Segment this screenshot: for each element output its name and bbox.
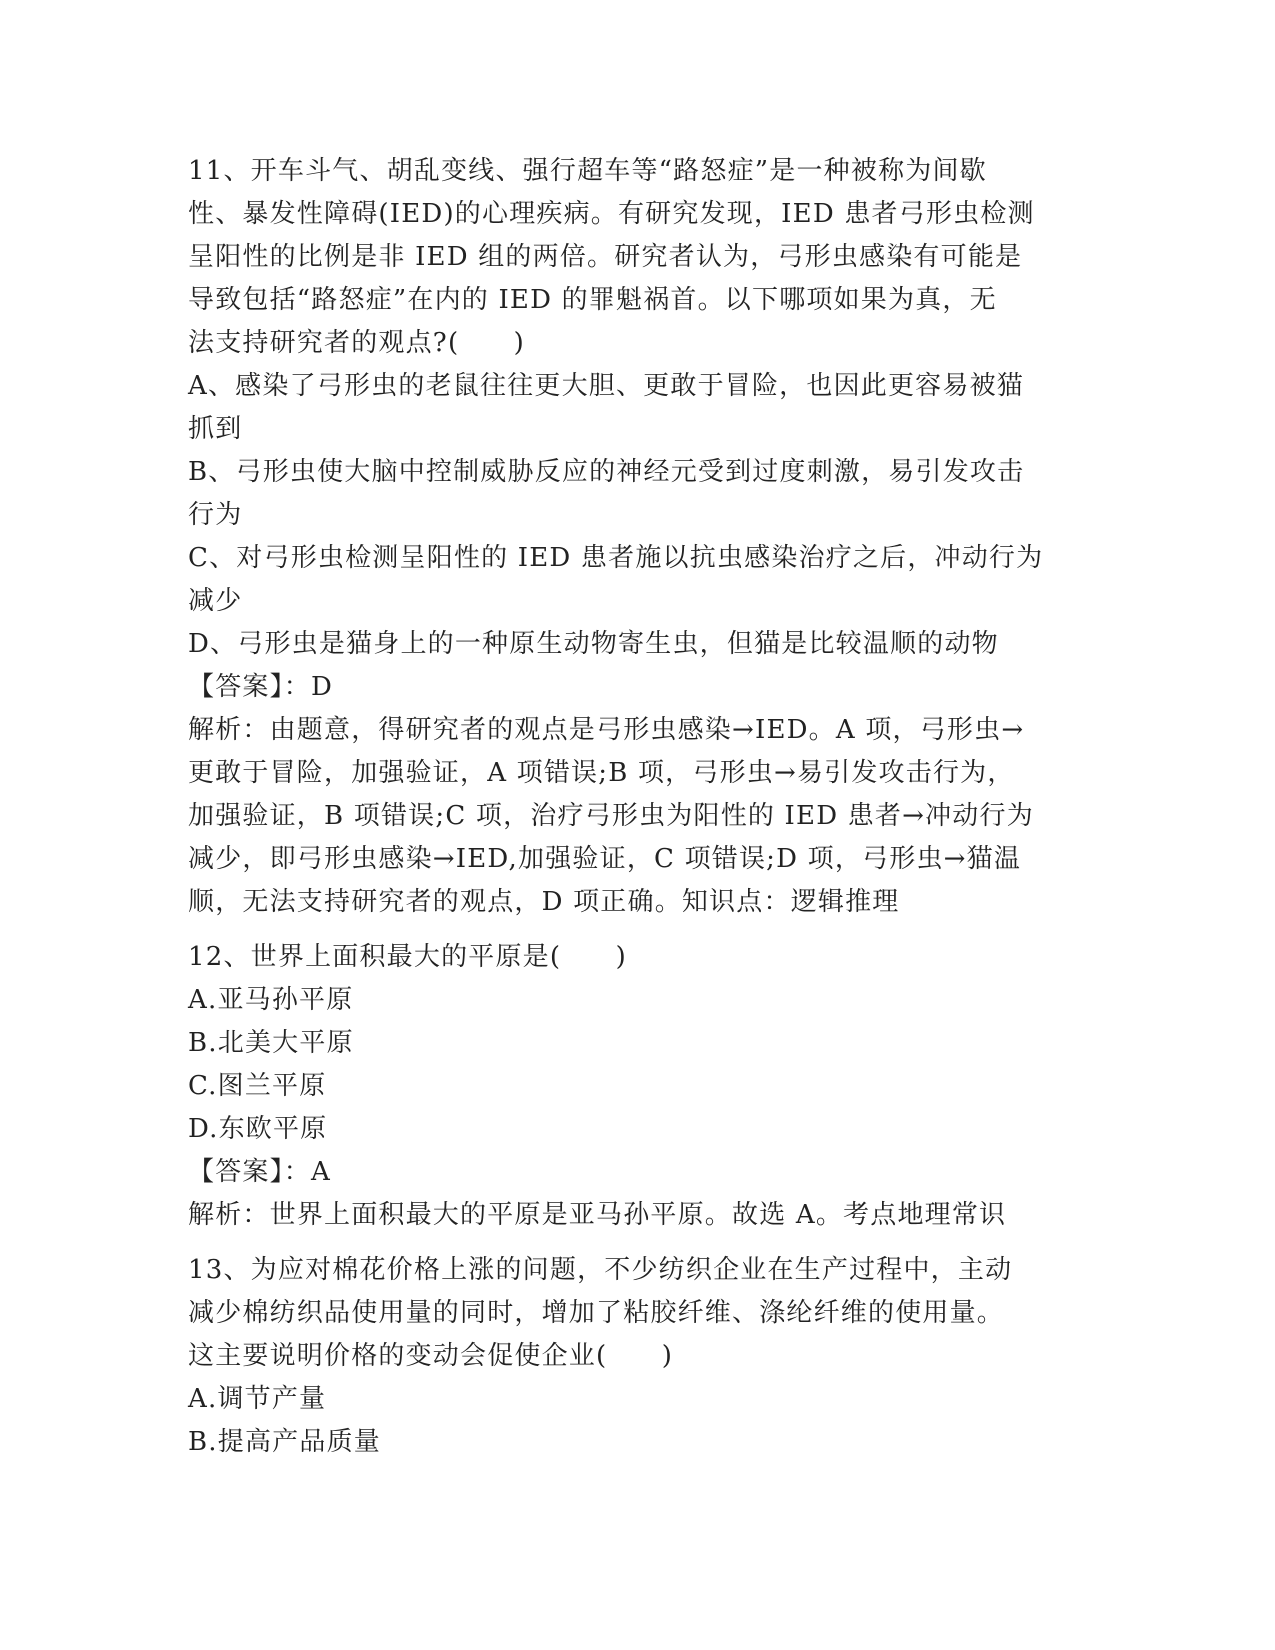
option-a: A.亚马孙平原	[188, 985, 354, 1015]
spacer	[188, 1237, 1088, 1249]
question-stem-line: 导致包括“路怒症”在内的 IED 的罪魁祸首。以下哪项如果为真，无	[188, 285, 997, 315]
question-13	[188, 1249, 1088, 1464]
analysis-line: 解析：世界上面积最大的平原是亚马孙平原。故选 A。考点地理常识	[188, 1200, 1007, 1230]
answer-label: 【答案】：D	[188, 672, 334, 702]
answer-label: 【答案】：A	[188, 1157, 331, 1187]
option-b: B.提高产品质量	[188, 1427, 381, 1457]
question-stem-line: 12、世界上面积最大的平原是( )	[188, 942, 627, 972]
option-d: D.东欧平原	[188, 1114, 328, 1144]
option-a: A、感染了弓形虫的老鼠往往更大胆、更敢于冒险，也因此更容易被猫	[188, 371, 1024, 401]
option-b: B、弓形虫使大脑中控制威胁反应的神经元受到过度刺激，易引发攻击	[188, 457, 1025, 487]
option-a: A.调节产量	[188, 1384, 327, 1414]
analysis-line: 更敢于冒险，加强验证，A 项错误;B 项，弓形虫→易引发攻击行为，	[188, 758, 1015, 788]
option-b-cont: 行为	[188, 500, 243, 530]
analysis-line: 加强验证，B 项错误;C 项，治疗弓形虫为阳性的 IED 患者→冲动行为	[188, 801, 1034, 831]
question-12	[188, 936, 1088, 1237]
question-stem-line: 法支持研究者的观点?( )	[188, 328, 526, 358]
document-page	[188, 150, 1088, 1464]
option-c: C、对弓形虫检测呈阳性的 IED 患者施以抗虫感染治疗之后，冲动行为	[188, 543, 1044, 573]
analysis-line: 减少，即弓形虫感染→IED,加强验证，C 项错误;D 项，弓形虫→猫温	[188, 844, 1022, 874]
question-stem-line: 13、为应对棉花价格上涨的问题，不少纺织企业在生产过程中，主动	[188, 1255, 1013, 1285]
option-c-cont: 减少	[188, 586, 243, 616]
option-b: B.北美大平原	[188, 1028, 354, 1058]
option-a-cont: 抓到	[188, 414, 243, 444]
question-stem-line: 性、暴发性障碍(IED)的心理疾病。有研究发现，IED 患者弓形虫检测	[188, 199, 1035, 229]
spacer	[188, 924, 1088, 936]
option-c: C.图兰平原	[188, 1071, 327, 1101]
question-stem-line: 呈阳性的比例是非 IED 组的两倍。研究者认为，弓形虫感染有可能是	[188, 242, 1023, 272]
question-11	[188, 150, 1088, 924]
analysis-line: 解析：由题意，得研究者的观点是弓形虫感染→IED。A 项，弓形虫→	[188, 715, 1025, 745]
analysis-line: 顺，无法支持研究者的观点，D 项正确。知识点：逻辑推理	[188, 887, 900, 917]
option-d: D、弓形虫是猫身上的一种原生动物寄生虫，但猫是比较温顺的动物	[188, 629, 999, 659]
question-stem-line: 减少棉纺织品使用量的同时，增加了粘胶纤维、涤纶纤维的使用量。	[188, 1298, 1005, 1328]
question-stem-line: 11、开车斗气、胡乱变线、强行超车等“路怒症”是一种被称为间歇	[188, 156, 987, 186]
question-stem-line: 这主要说明价格的变动会促使企业( )	[188, 1341, 674, 1371]
